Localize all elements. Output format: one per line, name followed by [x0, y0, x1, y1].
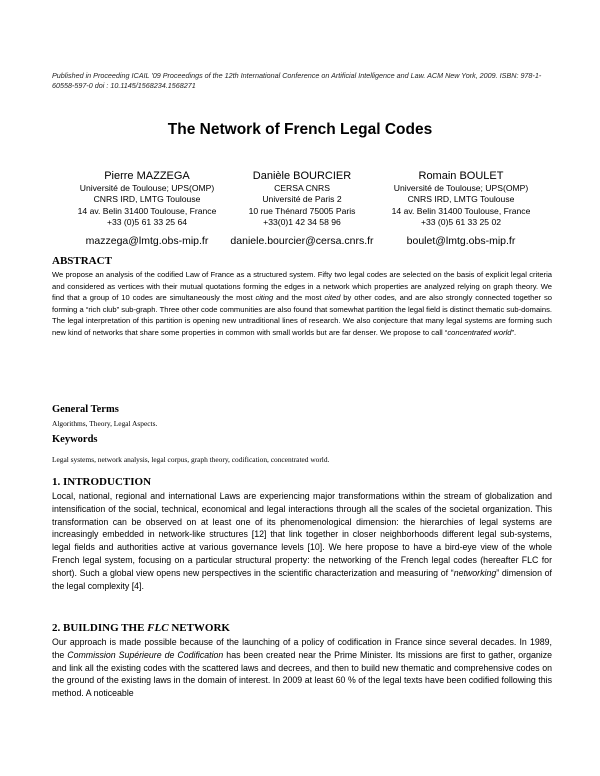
author-affiliation: Université de Paris 2	[262, 194, 342, 205]
author-3	[366, 169, 556, 248]
author-email: daniele.bourcier@cersa.cnrs.fr	[230, 234, 374, 247]
keywords-text: Legal systems, network analysis, legal corpus, graph theory, codification, concentrated world.	[52, 455, 330, 464]
author-address: 14 av. Belin 31400 Toulouse, France	[77, 205, 217, 216]
author-address: 14 av. Belin 31400 Toulouse, France	[391, 205, 531, 216]
author-name: Romain BOULET	[418, 170, 504, 182]
author-phone: +33(0)1 42 34 58 96	[263, 217, 341, 228]
author-affiliation: Université de Toulouse; UPS(OMP)	[393, 183, 529, 193]
author-affiliation: CERSA CNRS	[274, 183, 330, 193]
section2-text: Our approach is made possible because of the launching of a policy of codification in France since several decades. In 1989, the Commission Supérieure de Codification has been created near the Prime Minister. Its missions are first to gather, organize and link all the existing codes with the scattered laws and decrees, and then to build new thematic and comprehensive codes on the ground of the existing laws in the domain of interest. In 2009 at least 60 % of the legal texts have been codified following this method. A noticeable	[52, 637, 552, 699]
author-address: 10 rue Thénard 75005 Paris	[248, 205, 356, 216]
section1-text: Local, national, regional and international Laws are experiencing major transformations within the stream of globalization and intensification of the social, technical, economical and legal interactions through all the scales of the societal organization. This transformation can be observed on at least one of its phenomenological dimension: the hierarchies of legal systems are increasingly embedded in network-like structures [12] that link together in closer neighborhoods different legal sub-systems, legal fields and authorities active at various governance levels [10]. We here propose to have a bird-eye view of the whole French legal system, focusing on a particular structural property: the networking of the French legal codes (hereafter FLC for short). Such a global view opens new perspectives in the scientific characterization and measuring of “networking” dimension of the legal complexity [4].	[52, 491, 552, 591]
author-email: mazzega@lmtg.obs-mip.fr	[85, 234, 209, 247]
paper-title: The Network of French Legal Codes	[167, 121, 433, 138]
author-name: Danièle BOURCIER	[252, 170, 352, 182]
author-affiliation: Université de Toulouse; UPS(OMP)	[79, 183, 215, 193]
abstract-text: We propose an analysis of the codified Law of France as a structured system. Fifty two legal codes are selected on the basis of explicit legal criteria and considered as vertices with their mutual quotations forming the edges in a network which properties are analyzed relying on graph theory. We find that a group of 10 codes are simultaneously the most citing and the most cited by other codes, and are also strongly connected together so forming a “rich club” sub-graph. Three other code communities are also found that somewhat partition the legal field is distinct thematic sub-domains. The legal interpretation of this partition is opening new untraditional lines of research. We also conjecture that many legal systems are forming such new kind of networks that share some properties in common with small worlds but are far denser. We propose to call “concentrated world”.	[52, 270, 552, 337]
author-affiliation: CNRS IRD, LMTG Toulouse	[93, 194, 201, 205]
author-phone: +33 (0)5 61 33 25 64	[106, 217, 188, 228]
publication-note: Published in Proceeding ICAIL '09 Proceedings of the 12th International Conference on Artificial Intelligence and Law. ACM New York, 2009. ISBN: 978-1-60558-597-0 doi : 10.1145/1568234.1568271	[52, 71, 542, 90]
author-phone: +33 (0)5 61 33 25 02	[420, 217, 502, 228]
author-affiliation: CNRS IRD, LMTG Toulouse	[407, 194, 515, 205]
keywords-heading: Keywords	[52, 434, 98, 445]
abstract-heading: ABSTRACT	[52, 255, 112, 267]
section1-heading: 1. INTRODUCTION	[52, 476, 152, 488]
general-terms-text: Algorithms, Theory, Legal Aspects.	[52, 419, 158, 428]
author-name: Pierre MAZZEGA	[104, 170, 190, 182]
general-terms-heading: General Terms	[52, 404, 119, 415]
section2-heading: 2. BUILDING THE FLC NETWORK	[52, 622, 230, 634]
author-email: boulet@lmtg.obs-mip.fr	[406, 234, 516, 247]
